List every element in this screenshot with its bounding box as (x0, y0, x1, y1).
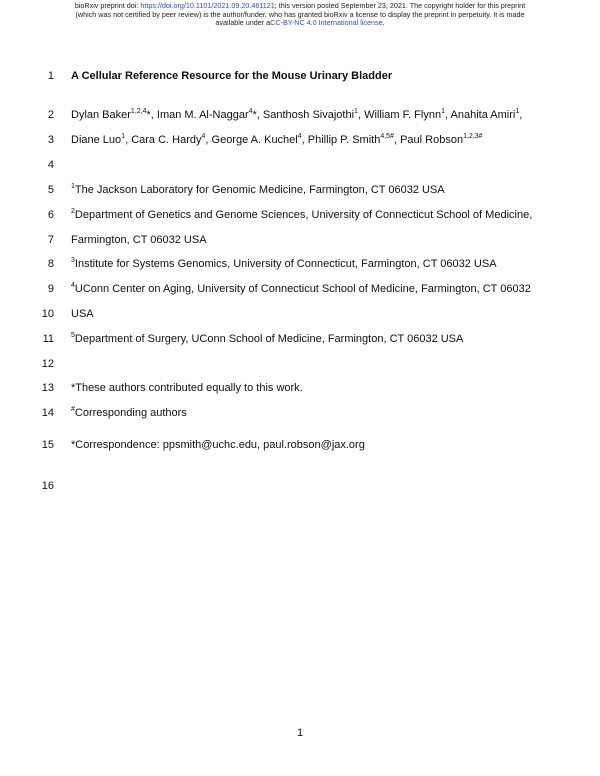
manuscript-line (0, 356, 560, 372)
paper-title: A Cellular Reference Resource for the Mouse Urinary Bladder (71, 70, 393, 82)
line-number: 14 (41, 407, 54, 419)
line-number: 9 (47, 283, 54, 295)
doi-link[interactable]: https://doi.org/10.1101/2021.09.20.461121 (140, 1, 275, 10)
author-name: Phillip P. Smith (307, 134, 381, 146)
affiliation: $^4$UConn Center on Aging, University of Connecticut School of Medicine, Farmington, CT 06032 (71, 281, 531, 295)
author-list-line-1: Dylan Baker$^{1,2,4}$*, Iman M. Al-Naggar$^4$*, Santhosh Sivajothi$^1$, William F. Flynn$^1$, Anahita Amiri$^1$, (71, 107, 523, 121)
line-number: 2 (47, 109, 54, 121)
line-number: 5 (47, 184, 54, 196)
correspondence-emails: *Correspondence: ppsmith@uchc.edu, paul.robson@jax.org (71, 439, 365, 451)
author-affiliation-sup: 1,2,3# (463, 132, 483, 140)
author-affiliation-sup: 1 (515, 107, 520, 115)
author-affiliation-sup: 1 (121, 132, 126, 140)
manuscript-line (0, 68, 560, 84)
author-affiliation-sup: 1 (441, 107, 445, 115)
equal-contribution-note: *These authors contributed equally to this work. (71, 382, 303, 394)
manuscript-line (0, 256, 560, 272)
author-name: Iman M. Al-Naggar (156, 109, 249, 121)
affiliation: $^2$Department of Genetics and Genome Sciences, University of Connecticut School of Medicine, (71, 207, 533, 221)
line-number: 7 (47, 234, 54, 246)
corresponding-authors-note: #Corresponding authors (71, 405, 187, 419)
author-name: Dylan Baker (71, 109, 131, 121)
manuscript-line (0, 107, 560, 123)
author-name: Paul Robson (400, 134, 464, 146)
manuscript-line (0, 405, 560, 421)
line-number: 11 (42, 333, 54, 345)
affiliation: $^1$The Jackson Laboratory for Genomic Medicine, Farmington, CT 06032 USA (71, 182, 445, 196)
manuscript-line (0, 437, 560, 453)
author-name: Anahita Amiri (450, 109, 516, 121)
manuscript-line (0, 157, 560, 173)
line-number: 6 (47, 209, 54, 221)
author-affiliation-sup: 4 (248, 107, 253, 115)
line-number: 1 (47, 70, 54, 82)
manuscript-line (0, 132, 560, 148)
license-link[interactable]: CC-BY-NC 4.0 International license (270, 18, 383, 28)
manuscript-line (0, 478, 560, 494)
line-number: 10 (41, 308, 54, 320)
line-number: 3 (47, 134, 54, 146)
author-name: Diane Luo (71, 134, 122, 146)
preprint-banner (40, 2, 560, 28)
affiliation-continuation: USA (71, 308, 94, 320)
author-affiliation-sup: 1,2,4 (130, 107, 147, 115)
manuscript-line (0, 306, 560, 322)
affiliation-continuation: Farmington, CT 06032 USA (71, 234, 207, 246)
author-name: William F. Flynn (364, 109, 442, 121)
banner-line-1: bioRxiv preprint doi: https://doi.org/10.1101/2021.09.20.461121; this version posted September 23, 2021. The copyright holder for this preprint (74, 1, 526, 10)
manuscript-line (0, 331, 560, 347)
author-name: Cara C. Hardy (131, 134, 202, 146)
banner-line-3: available under aCC-BY-NC 4.0 International license. (215, 18, 385, 28)
line-number: 15 (41, 439, 54, 451)
manuscript-line (0, 232, 560, 248)
author-affiliation-sup: 4 (297, 132, 302, 140)
manuscript-line (0, 207, 560, 223)
author-name: Santhosh Sivajothi (262, 109, 355, 121)
line-number: 12 (41, 358, 54, 370)
line-number: 16 (41, 480, 54, 492)
manuscript-line (0, 182, 560, 198)
author-name: George A. Kuchel (211, 134, 298, 146)
line-number: 13 (41, 382, 54, 394)
affiliation: $^5$Department of Surgery, UConn School of Medicine, Farmington, CT 06032 USA (71, 331, 464, 345)
manuscript-line (0, 380, 560, 396)
author-affiliation-sup: 4 (201, 132, 206, 140)
page-number: 1 (296, 727, 304, 739)
author-affiliation-sup: 4,5# (380, 132, 394, 140)
line-number: 4 (47, 159, 54, 171)
line-number: 8 (47, 258, 54, 270)
affiliation: $^3$Institute for Systems Genomics, University of Connecticut, Farmington, CT 06032 USA (71, 256, 497, 270)
author-affiliation-sup: 1 (354, 107, 358, 115)
banner-line-2: (which was not certified by peer review) is the author/funder, who has granted bioRxiv a license to display the preprint in perpetuity. It is made (75, 9, 525, 19)
author-list-line-2: Diane Luo$^1$, Cara C. Hardy$^4$, George A. Kuchel$^4$, Phillip P. Smith$^{4,5\#}$, Paul Robson$^{1,2,3\#}$ (71, 132, 483, 146)
manuscript-line (0, 281, 560, 297)
